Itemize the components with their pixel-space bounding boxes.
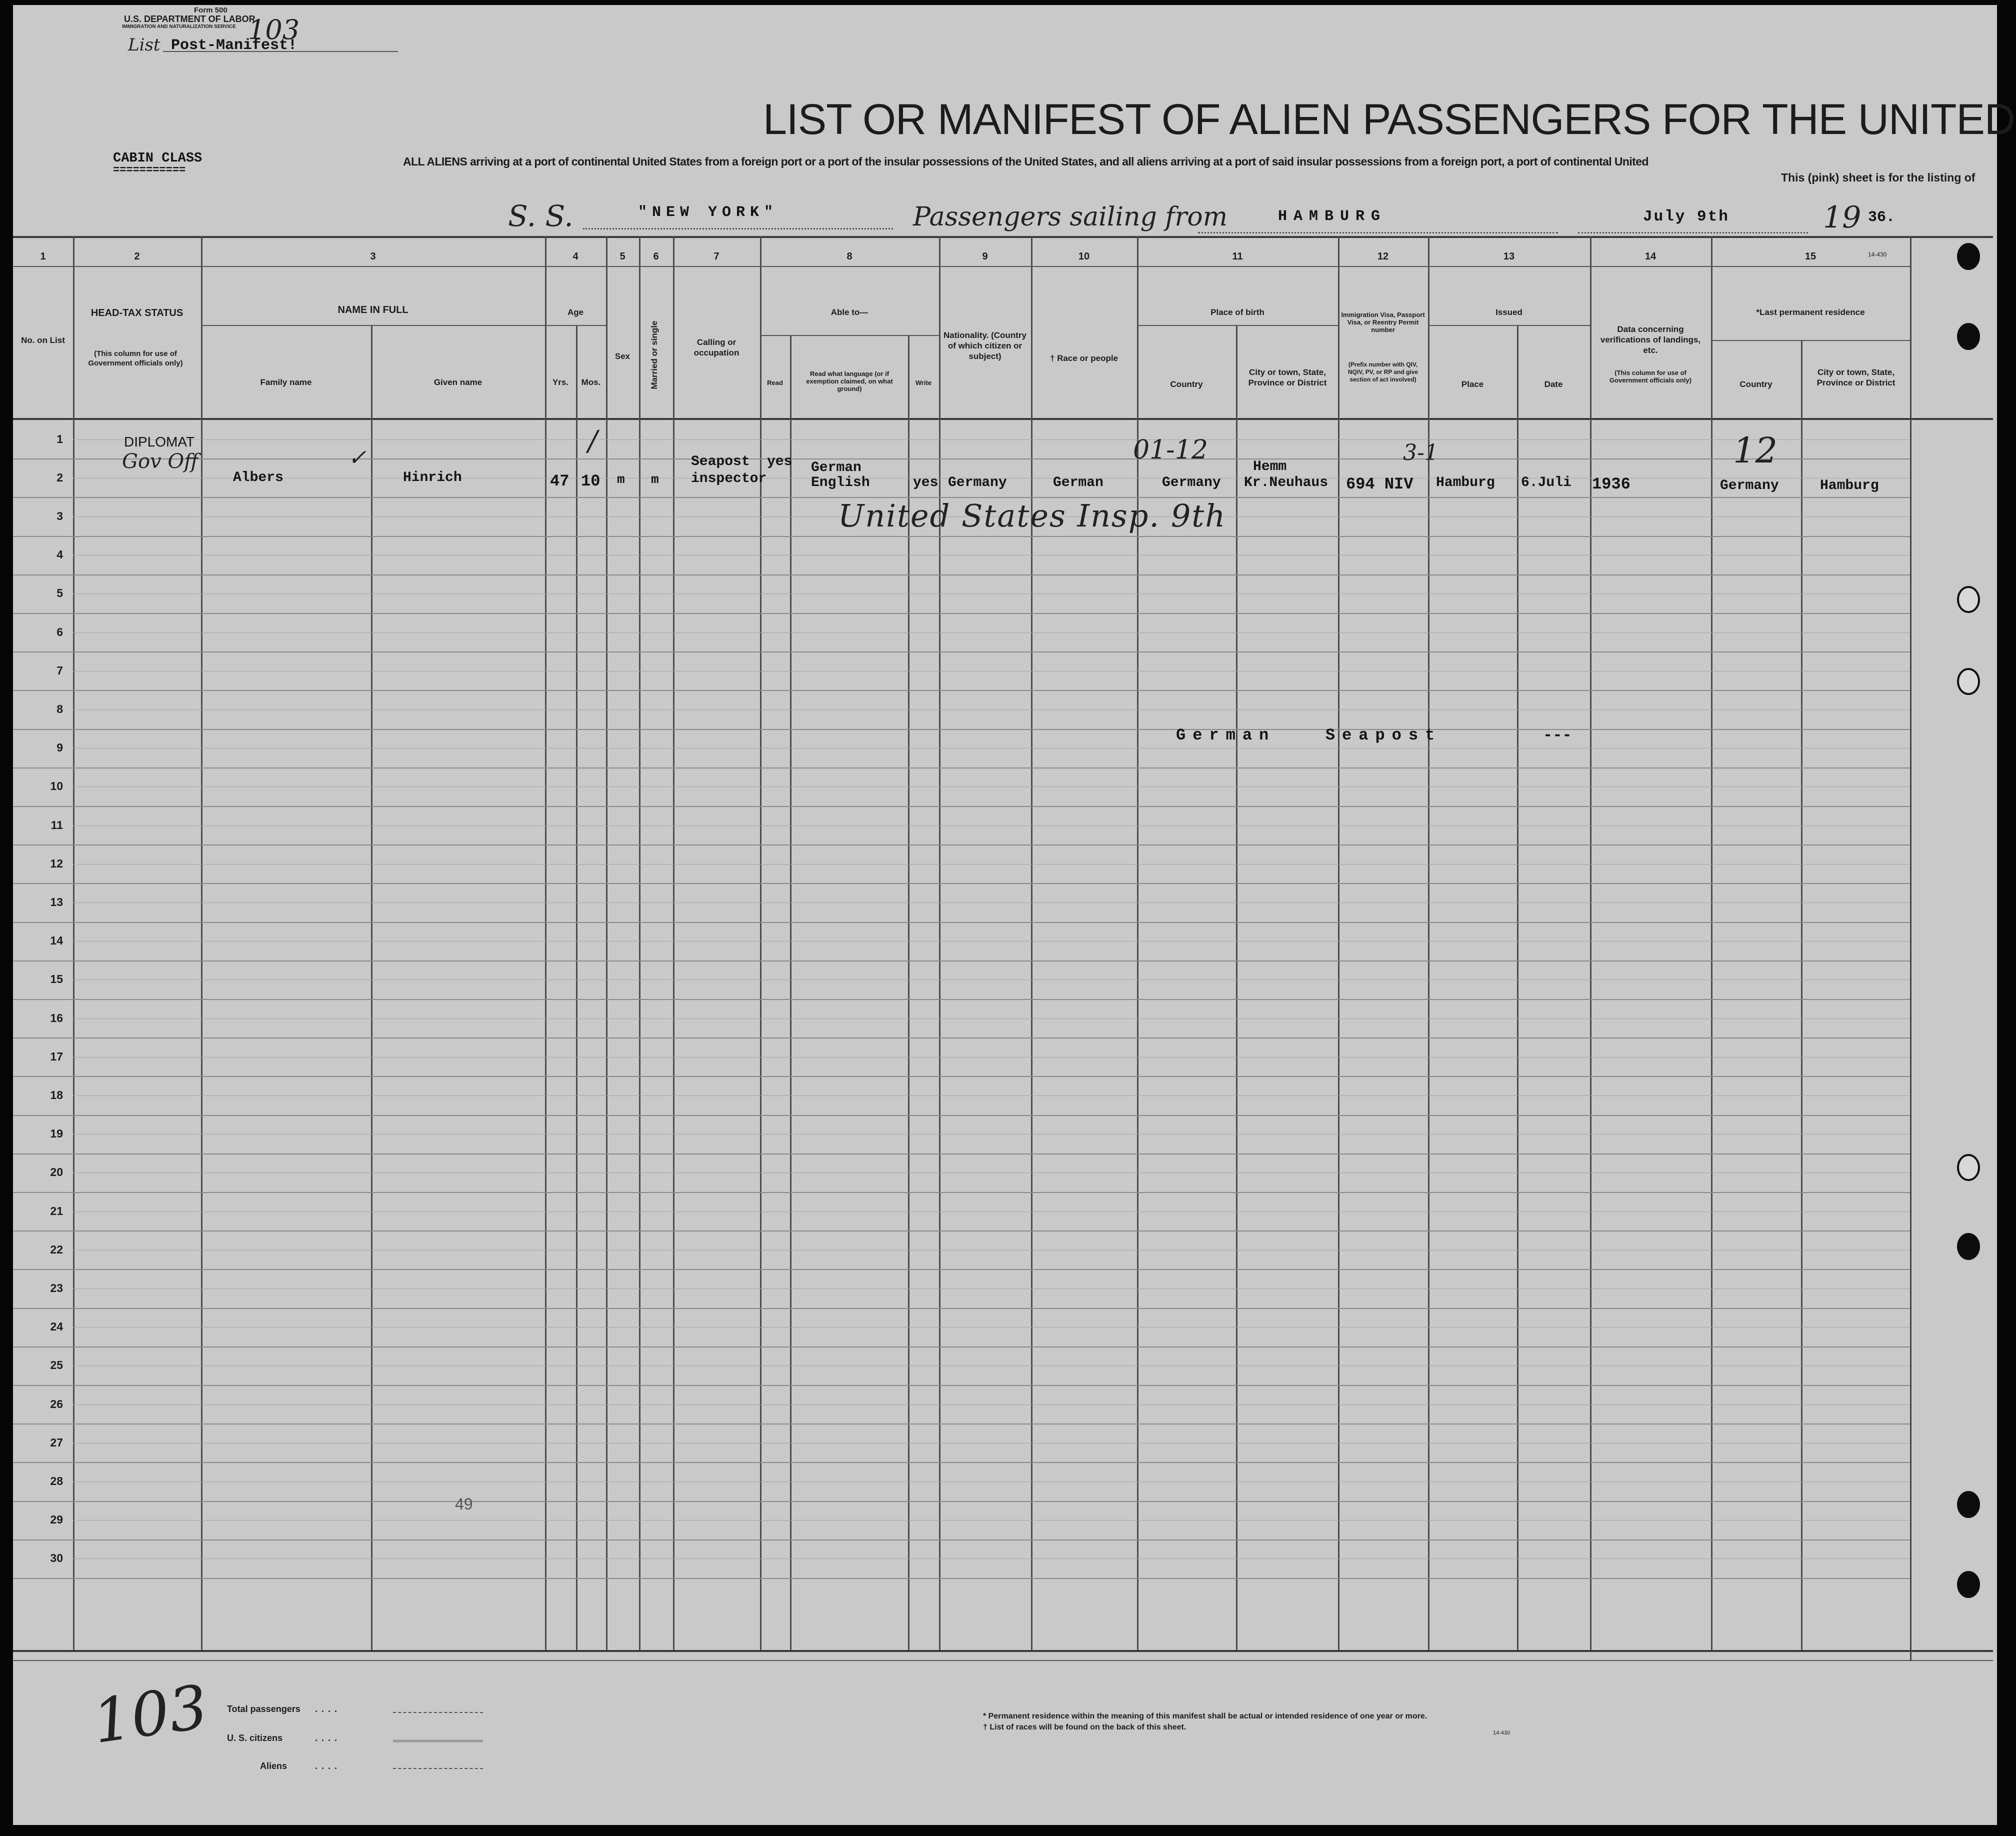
row-line <box>13 1230 1910 1232</box>
bottom-handwritten-number: 103 <box>88 1672 212 1758</box>
married-value: m <box>651 472 659 487</box>
aliens-dots: .... <box>315 1761 342 1771</box>
col-line <box>1338 236 1340 1650</box>
row-number: 2 <box>56 471 63 484</box>
row-line <box>13 1115 1910 1116</box>
row-number: 9 <box>56 741 63 754</box>
service: IMMIGRATION AND NATURALIZATION SERVICE <box>122 24 236 30</box>
col-line <box>639 236 640 1650</box>
name-subrule <box>201 325 545 326</box>
row-line <box>13 574 1910 576</box>
header-yrs: Yrs. <box>552 378 569 387</box>
total-rule <box>393 1712 483 1713</box>
col-line <box>1236 325 1238 1650</box>
row-number: 3 <box>56 510 63 522</box>
issued-place-value: Hamburg <box>1436 475 1495 490</box>
row-half-line <box>73 555 1910 556</box>
row8-dash: --- <box>1543 726 1572 744</box>
row-line <box>13 806 1910 807</box>
col-line <box>73 236 74 1650</box>
column-number-rule <box>13 266 1910 267</box>
check-mark: ✓ <box>348 445 366 470</box>
header-age: Age <box>567 308 584 317</box>
row-number: 21 <box>50 1204 63 1218</box>
header-data-concerning: Data concerning verifications of landings, etc. <box>1600 324 1701 355</box>
row-number: 29 <box>50 1513 63 1526</box>
row-number: 13 <box>50 896 63 908</box>
header-visa: Immigration Visa, Passport Visa, or Reentry Permit number <box>1341 311 1425 334</box>
col-number: 1 <box>40 251 46 262</box>
col-number: 6 <box>653 251 659 262</box>
family-name-value: Albers <box>233 470 284 486</box>
occupation-line1: Seapost <box>691 454 750 470</box>
col-number: 12 <box>1377 251 1389 262</box>
row-line <box>13 1385 1910 1386</box>
col-number: 2 <box>134 251 140 262</box>
row-half-line <box>73 671 1910 672</box>
header-birth-city: City or town, State, Province or District <box>1248 368 1327 388</box>
row-number: 14 <box>50 934 63 947</box>
right-frame <box>1910 236 1912 1661</box>
row-line <box>13 1346 1910 1348</box>
row-half-line <box>73 786 1910 787</box>
col-number: 15 <box>1804 251 1816 262</box>
birth-city-line1: Hemm <box>1253 459 1287 474</box>
punch-hole <box>1957 1233 1980 1260</box>
number-49: 49 <box>455 1495 473 1513</box>
row-number: 24 <box>50 1320 63 1333</box>
header-birth-country: Country <box>1170 380 1203 389</box>
punch-hole <box>1957 1491 1980 1518</box>
able-subrule <box>760 335 939 336</box>
col-number: 4 <box>572 251 578 262</box>
row-line <box>13 690 1910 691</box>
col-number: 5 <box>620 251 626 262</box>
header-res-country: Country <box>1740 380 1772 389</box>
table-top-border <box>13 236 1993 238</box>
row-number: 30 <box>50 1552 63 1564</box>
footer-note-1: * Permanent residence within the meaning of this manifest shall be actual or intended residence of one year or more. <box>983 1712 1428 1720</box>
header-race: † Race or people <box>1050 354 1118 363</box>
citizens-rule <box>393 1740 483 1742</box>
col-line <box>1590 236 1592 1650</box>
birth-mark: 01-12 <box>1133 435 1208 465</box>
res-city-value: Hamburg <box>1820 478 1879 494</box>
row-line <box>13 1501 1910 1502</box>
col-line <box>1031 236 1032 1650</box>
cabin-class-underline: =========== <box>113 164 186 176</box>
col-line <box>606 236 608 1650</box>
col-line <box>371 325 372 1650</box>
col-line <box>576 325 578 1650</box>
row-number: 10 <box>50 780 63 792</box>
row-number: 27 <box>50 1436 63 1449</box>
row-number: 15 <box>50 972 63 986</box>
language-line2: English <box>811 475 870 490</box>
form-number: Form 500 <box>194 6 228 14</box>
row-half-line <box>73 1558 1910 1559</box>
header-bottom-border <box>13 418 1993 420</box>
row-number: 28 <box>50 1474 63 1488</box>
col-number: 8 <box>846 251 852 262</box>
col-number: 9 <box>982 251 988 262</box>
subtitle-line1: ALL ALIENS arriving at a port of continental United States from a foreign port or a port of the insular possessions of the United States, and all aliens arriving at a port of said insular possessions from a foreign port, a port of continental United <box>403 155 1648 168</box>
punch-hole <box>1957 586 1980 613</box>
row-number: 22 <box>50 1243 63 1256</box>
footer-code: 14-430 <box>1493 1730 1510 1736</box>
row-line <box>13 1076 1910 1077</box>
issued-date-value: 6.Juli <box>1521 475 1572 490</box>
sex-value: m <box>617 472 625 487</box>
col-number: 14 <box>1644 251 1656 262</box>
row-number: 17 <box>50 1050 63 1063</box>
list-value: Post-Manifest! <box>171 37 298 54</box>
ship-name: "NEW YORK" <box>638 204 778 221</box>
row-line <box>13 844 1910 846</box>
age-subrule <box>545 325 606 326</box>
header-mos: Mos. <box>581 378 601 387</box>
year-suffix: 36. <box>1868 209 1896 226</box>
citizens-dots: .... <box>315 1733 342 1743</box>
header-res-city: City or town, State, Province or District <box>1816 368 1896 388</box>
header-issued: Issued <box>1496 308 1522 317</box>
header-read-language: Read what language (or if exemption claimed, on what ground) <box>806 370 893 392</box>
row-number: 7 <box>56 664 63 677</box>
footer-note-2: † List of races will be found on the back of this sheet. <box>983 1723 1186 1732</box>
department: U.S. DEPARTMENT OF LABOR <box>124 14 256 24</box>
date-rule <box>1578 232 1808 234</box>
port-name: HAMBURG <box>1278 208 1387 225</box>
total-dots: .... <box>315 1704 342 1714</box>
row-number: 12 <box>50 857 63 870</box>
write-value: yes <box>913 475 938 490</box>
col-number: 11 <box>1232 251 1243 262</box>
header-married: Married or single <box>650 320 659 390</box>
manifest-sheet <box>13 5 2016 1825</box>
col-number: 3 <box>370 251 376 262</box>
row-number: 25 <box>50 1358 63 1372</box>
row-half-line <box>73 1404 1910 1405</box>
col-number: 7 <box>714 251 720 262</box>
occupation-line2: inspector <box>691 471 767 486</box>
header-nationality: Nationality. (Country of which citizen or subject) <box>944 330 1026 361</box>
header-calling: Calling or occupation <box>694 338 740 358</box>
punch-hole <box>1957 243 1980 270</box>
header-data-note: (This column for use of Government officials only) <box>1610 369 1692 384</box>
row-number: 1 <box>56 432 63 446</box>
row-number: 26 <box>50 1398 63 1410</box>
col-line <box>545 236 546 1650</box>
head-tax-hand: Gov Off <box>122 450 198 473</box>
header-last-residence: *Last permanent residence <box>1756 308 1865 317</box>
row-half-line <box>73 902 1910 903</box>
row-line <box>13 458 1910 460</box>
page-title: LIST OR MANIFEST OF ALIEN PASSENGERS FOR THE UNITED <box>763 96 2016 144</box>
row8-note: German Seapost <box>1176 726 1442 744</box>
header-given-name: Given name <box>434 378 482 387</box>
row2-handwriting: United States Insp. 9th <box>838 498 1226 534</box>
given-name-value: Hinrich <box>403 470 462 486</box>
sailing-date: July 9th <box>1643 208 1730 226</box>
head-tax-stamp: DIPLOMAT <box>124 434 195 450</box>
row-line <box>13 1462 1910 1463</box>
header-family-name: Family name <box>260 378 312 387</box>
header-issued-date: Date <box>1544 380 1563 389</box>
visa-value: 694 NIV <box>1346 475 1414 494</box>
list-rule <box>163 51 398 52</box>
row-number: 19 <box>50 1127 63 1140</box>
row-number: 4 <box>56 548 63 561</box>
header-name-in-full: NAME IN FULL <box>338 304 408 316</box>
birth-country-value: Germany <box>1162 475 1221 490</box>
row-number: 18 <box>50 1088 63 1102</box>
read-value: yes <box>767 454 792 470</box>
residence-mark: 12 <box>1733 430 1778 471</box>
nationality-value: Germany <box>948 475 1007 490</box>
port-rule <box>1198 232 1558 234</box>
row-line <box>13 1308 1910 1309</box>
row-number: 20 <box>50 1166 63 1178</box>
total-passengers-label: Total passengers <box>227 1704 300 1714</box>
row-line <box>13 883 1910 884</box>
row-half-line <box>73 941 1910 942</box>
row-number: 6 <box>56 626 63 638</box>
punch-hole <box>1957 323 1980 350</box>
col-line <box>1517 325 1518 1650</box>
visa-mark: 3-1 <box>1403 440 1438 466</box>
row-number: 23 <box>50 1282 63 1294</box>
us-citizens-label: U. S. citizens <box>227 1733 283 1743</box>
row-line <box>13 960 1910 962</box>
row-half-line <box>73 1018 1910 1019</box>
row-half-line <box>73 1172 1910 1173</box>
row-half-line <box>73 1288 1910 1289</box>
row-number: 8 <box>56 702 63 716</box>
ship-rule <box>583 228 893 230</box>
cabin-class: CABIN CLASS <box>113 151 202 166</box>
header-write: Write <box>915 379 932 386</box>
row-line <box>13 1269 1910 1270</box>
sailing-label: Passengers sailing from <box>913 202 1228 232</box>
list-label: List <box>128 35 160 55</box>
res-country-value: Germany <box>1720 478 1779 494</box>
row-half-line <box>73 632 1910 633</box>
birth-city-line2: Kr.Neuhaus <box>1244 475 1328 490</box>
header-sex: Sex <box>614 352 630 361</box>
col-number: 13 <box>1503 251 1515 262</box>
header-head-tax-note: (This column for use of Government officials only) <box>88 350 183 368</box>
row-half-line <box>73 1443 1910 1444</box>
table-bottom-border <box>13 1650 1993 1652</box>
col-line <box>939 236 940 1650</box>
year-prefix: 19 <box>1823 200 1862 235</box>
col-line <box>673 236 674 1650</box>
row-half-line <box>73 1327 1910 1328</box>
aliens-rule <box>393 1768 483 1769</box>
row-line <box>13 922 1910 923</box>
age-years-value: 47 <box>550 472 570 490</box>
list-number-handwritten: 103 <box>248 14 300 46</box>
col-line <box>790 335 792 1650</box>
row-number: 11 <box>50 818 63 832</box>
row-number: 16 <box>50 1012 63 1024</box>
issued-subrule <box>1428 325 1590 326</box>
issued-year-value: 1936 <box>1592 475 1630 494</box>
birth-subrule <box>1137 325 1338 326</box>
language-line1: German <box>811 460 862 476</box>
row-line <box>13 999 1910 1000</box>
col-line <box>1711 236 1712 1650</box>
header-read: Read <box>767 379 783 386</box>
col-line <box>201 236 202 1650</box>
ss-label: S. S. <box>508 199 574 233</box>
row-line <box>13 1578 1910 1579</box>
punch-hole <box>1957 1154 1980 1181</box>
punch-hole <box>1957 668 1980 695</box>
row-line <box>13 613 1910 614</box>
aliens-label: Aliens <box>260 1761 288 1771</box>
form-code-top: 14-430 <box>1868 251 1887 258</box>
race-value: German <box>1053 475 1104 490</box>
header-place-of-birth: Place of birth <box>1210 308 1264 317</box>
subtitle-line2: This (pink) sheet is for the listing of <box>1781 171 1976 184</box>
punch-hole <box>1957 1571 1980 1598</box>
col-line <box>760 236 762 1650</box>
header-able-to: Able to— <box>830 308 868 317</box>
footer-top-border <box>13 1660 1993 1661</box>
row-number: 5 <box>56 586 63 600</box>
col-number: 10 <box>1078 251 1090 262</box>
residence-subrule <box>1711 340 1910 341</box>
header-head-tax: HEAD-TAX STATUS <box>90 308 184 318</box>
age-months-value: 10 <box>581 472 600 490</box>
row-half-line <box>73 1057 1910 1058</box>
header-visa-note: (Prefix number with QIV, NQIV, PV, or RP and give section of act involved) <box>1348 361 1418 383</box>
row-line <box>13 536 1910 537</box>
header-issued-place: Place <box>1461 380 1484 389</box>
row-line <box>13 729 1910 730</box>
age-tick: / <box>588 425 598 458</box>
row-line <box>13 1192 1910 1193</box>
header-no-on-list: No. on List <box>21 336 65 345</box>
